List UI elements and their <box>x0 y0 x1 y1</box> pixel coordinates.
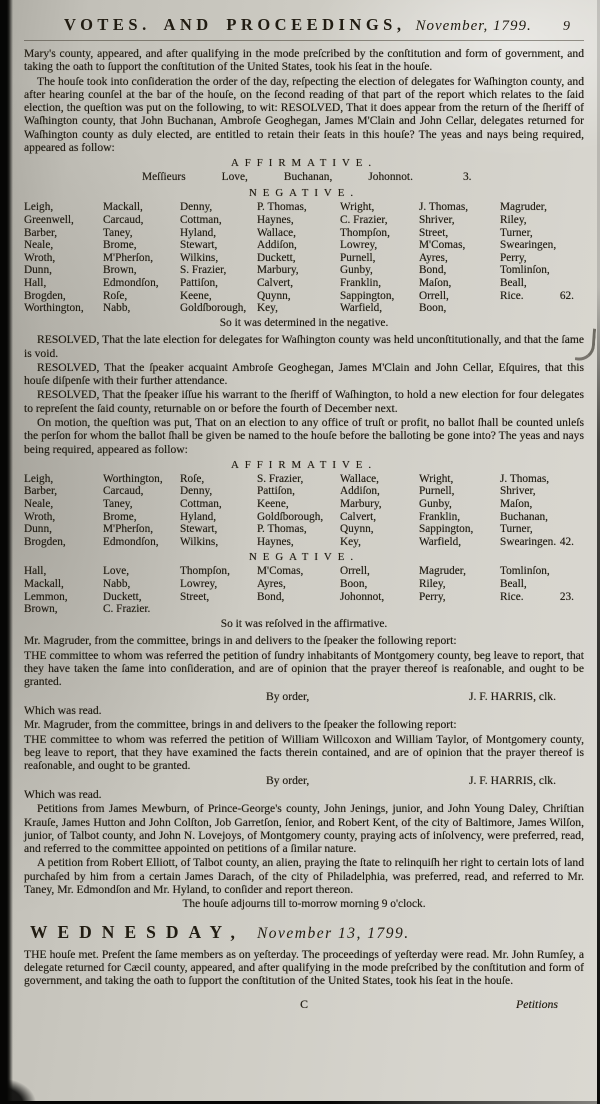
vote-name: Warfield, <box>419 535 462 548</box>
vote-name: M'Pherſon, <box>103 523 154 536</box>
vote-name: Worthington, <box>24 302 84 315</box>
vote-name: J. Thomas, <box>419 201 469 214</box>
paragraph-petition-elliott: A petition from Robert Elliott, of Talbot county, an alien, praying the ſtate to relinquiſh her right to certain lots of land purchaſed by him from a certain James Darach, of the city of Philadelphia, was preferred, read, and referred to Mr. Taney, Mr. Edmondſon and Mr. Hyland, to conſider and report thereon. <box>24 856 584 897</box>
vote-name: Denny, <box>180 485 213 498</box>
negative-heading: NEGATIVE. <box>248 187 360 200</box>
vote-name: C. Frazier, <box>340 213 388 226</box>
vote-name: Turner, <box>500 523 533 536</box>
vote-name: Stewart, <box>180 239 218 252</box>
vote1-negative-table <box>24 201 584 314</box>
vote-name: Carcaud, <box>103 485 144 498</box>
vote-name: Swearingen, <box>500 239 557 252</box>
vote-name: Street, <box>419 226 449 239</box>
vote-name: S. Frazier, <box>180 264 227 277</box>
vote-name: Brome, <box>103 510 137 523</box>
vote-name: Orrell, <box>340 565 370 578</box>
vote-name: Nabb, <box>103 302 131 315</box>
vote-name: Maſon, <box>419 276 452 289</box>
vote-count: 3. <box>462 171 472 184</box>
vote-name: Neale, <box>24 498 54 511</box>
vote-name: Tomlinſon, <box>500 264 550 277</box>
vote-name: Dunn, <box>24 264 52 277</box>
vote-name: Riley, <box>500 213 527 226</box>
vote-name: C. Frazier. <box>103 603 151 616</box>
vote-name: M'Pherſon, <box>103 251 154 264</box>
vote-name: Mackall, <box>24 578 64 591</box>
vote-name: Warfield, <box>340 302 383 315</box>
vote-name: Bond, <box>419 264 447 277</box>
vote-name: Key, <box>257 302 278 315</box>
by-order-label: By order, <box>266 773 310 787</box>
vote-name <box>257 603 340 616</box>
vote-name: Johonnot, <box>340 590 385 603</box>
vote-name: Greenwell, <box>24 213 74 226</box>
vote-name: Hall, <box>24 276 47 289</box>
vote-name: Calvert, <box>257 276 294 289</box>
vote-name: Barber, <box>24 485 58 498</box>
vote-name: Brome, <box>103 239 137 252</box>
paragraph-resolved-warrant: RESOLVED, That the ſpeaker iſſue his warrant to the ſheriff of Waſhington, to hold a new election for four delegates to repreſent the ſaid county, returnable on or before the fourth of December next. <box>24 388 584 415</box>
catchword: Petitions <box>516 996 558 1011</box>
vote-name: M'Comas, <box>257 565 304 578</box>
vote-name: Sappington, <box>340 289 395 302</box>
paragraph-magruder-report-intro: Mr. Magruder, from the committee, brings in and delivers to the ſpeaker the following report: <box>24 634 457 648</box>
vote-name: P. Thomas, <box>257 523 307 536</box>
adjournment-line: The houſe adjourns till to-morrow morning 9 o'clock. <box>182 898 426 911</box>
vote-name: Barber, <box>24 226 58 239</box>
paragraph-wednesday-body: THE houſe met. Preſent the ſame members as on yeſterday. The proceedings of yeſterday were read. Mr. John Rumſey, a delegate returned for Cæcil county, appeared, and after qualifying in the mode preſcribed by the conſtitution and form of government, and taking the oath to ſupport the conſtitution of the United States, took his ſeat in the houſe. <box>24 947 584 988</box>
vote-name: Thompſon, <box>180 565 230 578</box>
vote-name: Edmondſon, <box>103 276 159 289</box>
vote-name: Tomlinſon, <box>500 565 550 578</box>
affirmative-heading: AFFIRMATIVE. <box>230 157 378 170</box>
vote-name: Purnell, <box>419 485 455 498</box>
vote-name: Gunby, <box>419 498 452 511</box>
vote-name: Hyland, <box>180 226 217 239</box>
vote-name: Beall, <box>500 276 527 289</box>
page-title-date: November, 1799. <box>415 18 532 34</box>
vote-name: Wright, <box>340 201 375 214</box>
vote-name: Worthington, <box>103 472 163 485</box>
vote-name: J. Thomas, <box>500 472 550 485</box>
vote-name: S. Frazier, <box>257 472 304 485</box>
page-footer <box>24 997 584 1012</box>
vote-name: Wroth, <box>24 251 56 264</box>
page-number: 9 <box>563 19 570 34</box>
vote-name: Rice. <box>500 289 524 302</box>
vote-name: Rice. <box>500 590 524 603</box>
paragraph-resolved-void: RESOLVED, That the late election for delegates for Waſhington county was held unconſtitutionally, and that the ſame is void. <box>24 333 584 360</box>
vote-name: Quynn, <box>257 289 291 302</box>
vote-name: Stewart, <box>180 523 218 536</box>
signature-mark: C <box>300 996 308 1011</box>
vote-name: Key, <box>340 535 361 548</box>
vote-name: Ayres, <box>257 578 286 591</box>
vote-name: Beall, <box>500 578 527 591</box>
vote-name: Wallace, <box>340 472 379 485</box>
vote-name: Lowrey, <box>180 578 218 591</box>
vote-name: Magruder, <box>500 201 547 214</box>
vote-name: Wilkins, <box>180 251 219 264</box>
vote-name: Franklin, <box>419 510 461 523</box>
clerk-signature: J. F. HARRIS, clk. <box>468 773 556 787</box>
wednesday-heading <box>24 922 584 943</box>
paragraph-which-was-read: Which was read. <box>24 704 102 718</box>
affirmative-heading: AFFIRMATIVE. <box>230 458 378 471</box>
vote-name: Taney, <box>103 498 133 511</box>
vote-name: M'Comas, <box>419 239 466 252</box>
vote-name: Addiſon, <box>257 239 297 252</box>
vote-name: P. Thomas, <box>257 201 307 214</box>
paragraph-committee-report-1: THE committee to whom was referred the petition of ſundry inhabitants of Montgomery county, beg leave to report, that they have taken the ſame into conſideration, and are of opinion that the prayer thereof is reaſonable, and ought to be granted. <box>24 648 584 689</box>
page-header <box>24 13 584 41</box>
vote-name: Wroth, <box>24 510 56 523</box>
vote-name: Dunn, <box>24 523 52 536</box>
vote-name: Calvert, <box>340 510 377 523</box>
vote-name: Shriver, <box>419 213 455 226</box>
vote2-negative-table <box>24 565 584 615</box>
vote-name: Orrell, <box>419 289 449 302</box>
scan-left-edge <box>0 0 13 1104</box>
vote-name: Johonnot. <box>368 171 413 184</box>
vote-count: 62. <box>559 289 574 302</box>
vote-name: Riley, <box>419 578 446 591</box>
vote-count: 23. <box>559 590 574 603</box>
vote-name: Wright, <box>419 472 454 485</box>
vote-name: Taney, <box>103 226 133 239</box>
affirmative-voters-row <box>24 171 584 184</box>
vote-name: Wilkins, <box>180 535 219 548</box>
vote-name: Edmondſon, <box>103 535 159 548</box>
vote-name: Gunby, <box>340 264 373 277</box>
messieurs-label: Meſſieurs <box>142 171 186 184</box>
vote-name: Addiſon, <box>340 485 380 498</box>
vote-name: Wallace, <box>257 226 296 239</box>
paragraph-petitions-insolvency: Petitions from James Mewburn, of Prince-George's county, John Jenings, junior, and John Young Daley, Chriſtian Krauſe, James Hutton and John Colſton, Job Garretſon, ſenior, and Robert Kent, of the city of Baltimore, James Wilſon, junior, of Talbot county, and John N. Lovejoys, of Montgomery county, praying acts of inſolvency, were preferred, read, and referred to the committee appointed on petitions of a ſimilar nature. <box>24 802 584 856</box>
vote-name <box>500 603 584 616</box>
vote-name: Cottman, <box>180 498 222 511</box>
negative-heading: NEGATIVE. <box>248 551 360 564</box>
vote-name: Perry, <box>500 251 527 264</box>
vote-count: 42. <box>559 535 574 548</box>
wednesday-title: WEDNESDAY, <box>30 921 245 942</box>
vote-name: Boon, <box>340 578 368 591</box>
vote-name: Quynn, <box>340 523 374 536</box>
by-order-label: By order, <box>266 689 310 703</box>
vote-name: Haynes, <box>257 535 294 548</box>
vote-name: Keene, <box>180 289 212 302</box>
vote-name: Brogden, <box>24 535 66 548</box>
vote-name: Haynes, <box>257 213 294 226</box>
by-order-row <box>24 774 584 788</box>
vote-name <box>419 603 500 616</box>
vote-name: Magruder, <box>419 565 466 578</box>
vote1-result: So it was determined in the negative. <box>219 316 389 329</box>
vote-name <box>180 603 257 616</box>
paragraph-resolved-acquaint: RESOLVED, That the ſpeaker acquaint Ambroſe Geoghegan, James M'Clain and John Cellar, Eſquires, that this houſe diſpenſe with their further attendance. <box>24 360 584 388</box>
page-title: VOTES. AND PROCEEDINGS, <box>64 15 406 34</box>
vote-name: Brogden, <box>24 289 66 302</box>
vote-name: Hyland, <box>180 510 217 523</box>
by-order-row <box>24 690 584 704</box>
vote-name: Franklin, <box>340 276 382 289</box>
vote-name: Neale, <box>24 239 54 252</box>
vote-name: Carcaud, <box>103 213 144 226</box>
vote-name: Bond, <box>257 590 285 603</box>
vote-name: Pattiſon, <box>180 276 218 289</box>
paragraph-committee-report-2: THE committee to whom was referred the petition of William Willcoxon and William Taylor, of Montgomery county, beg leave to report, that they have examined the facts therein contained, and are of opinion that the prayer thereof is reaſonable, and ought to be granted. <box>24 732 584 773</box>
vote-name: Roſe, <box>180 472 205 485</box>
paragraph-magruder-report-intro: Mr. Magruder, from the committee, brings in and delivers to the ſpeaker the following report: <box>24 718 457 732</box>
vote-name: Marbury, <box>340 498 382 511</box>
vote-name: Cottman, <box>180 213 222 226</box>
vote-name: Boon, <box>419 302 447 315</box>
vote-name: Duckett, <box>103 590 142 603</box>
vote-name: Street, <box>180 590 210 603</box>
vote-name: Mackall, <box>103 201 143 214</box>
wednesday-date: November 13, 1799. <box>256 924 410 942</box>
vote2-affirmative-table <box>24 473 584 549</box>
vote-name: Love, <box>221 171 248 184</box>
vote-name: Goldſborough, <box>180 302 247 315</box>
vote-name: Roſe, <box>103 289 128 302</box>
vote-name: Thompſon, <box>340 226 390 239</box>
vote-name: Perry, <box>419 590 446 603</box>
vote-name: Nabb, <box>103 578 131 591</box>
vote-name: Shriver, <box>500 485 536 498</box>
vote-name: Buchanan, <box>283 171 333 184</box>
vote-name: Lowrey, <box>340 239 378 252</box>
vote-name: Lemmon, <box>24 590 68 603</box>
vote-name <box>340 603 419 616</box>
vote-name: Sappington, <box>419 523 474 536</box>
vote-name: Swearingen. <box>500 535 557 548</box>
vote-name: Keene, <box>257 498 289 511</box>
vote-name: Ayres, <box>419 251 448 264</box>
vote-name: Pattiſon, <box>257 485 295 498</box>
vote-name: Buchanan, <box>500 510 548 523</box>
vote-name: Hall, <box>24 565 47 578</box>
vote-name: Turner, <box>500 226 533 239</box>
vote-name: Leigh, <box>24 201 54 214</box>
paragraph-which-was-read: Which was read. <box>24 788 102 801</box>
clerk-signature: J. F. HARRIS, clk. <box>468 689 556 703</box>
vote2-result: So it was reſolved in the affirmative. <box>220 617 388 630</box>
vote-name <box>500 302 584 315</box>
paragraph-washington-election: The houſe took into conſideration the order of the day, reſpecting the election of delegates for Waſhington county, and after hearing counſel at the bar of the houſe, on the ſecond reading of that part of the report which relates to the ſaid election, the queſtion was put on the following, to wit: RESOLVED, That it does appear from the return of the ſheriff of Waſhington county, that John Buchanan, Ambroſe Geoghegan, James M'Clain and John Cellar, delegates returned for Waſhington county as duly elected, are entitled to retain their ſeats in this houſe? The yeas and nays being required, appeared as follow: <box>24 74 584 155</box>
paragraph-continuation: Mary's county, appeared, and after qualifying in the mode preſcribed by the conſtitution and form of government, and taking the oath to ſupport the conſtitution of the United States, took his ſeat in the houſe. <box>24 47 584 74</box>
vote-name: Brown, <box>103 264 137 277</box>
paragraph-ballot-motion: On motion, the queſtion was put, That on an election to any office of truſt or profit, no ballot ſhall be counted unleſs the perſon for whom the ballot ſhall be given be named to the houſe before the balloting be gone into? The yeas and nays being required, appeared as follow: <box>24 416 584 456</box>
vote-name: Marbury, <box>257 264 299 277</box>
vote-name: Duckett, <box>257 251 296 264</box>
vote-name: Brown, <box>24 603 58 616</box>
vote-name: Goldſborough, <box>257 510 324 523</box>
vote-name: Leigh, <box>24 472 54 485</box>
vote-name: Love, <box>103 565 130 578</box>
vote-name: Maſon, <box>500 498 533 511</box>
vote-name: Denny, <box>180 201 213 214</box>
vote-name: Purnell, <box>340 251 376 264</box>
